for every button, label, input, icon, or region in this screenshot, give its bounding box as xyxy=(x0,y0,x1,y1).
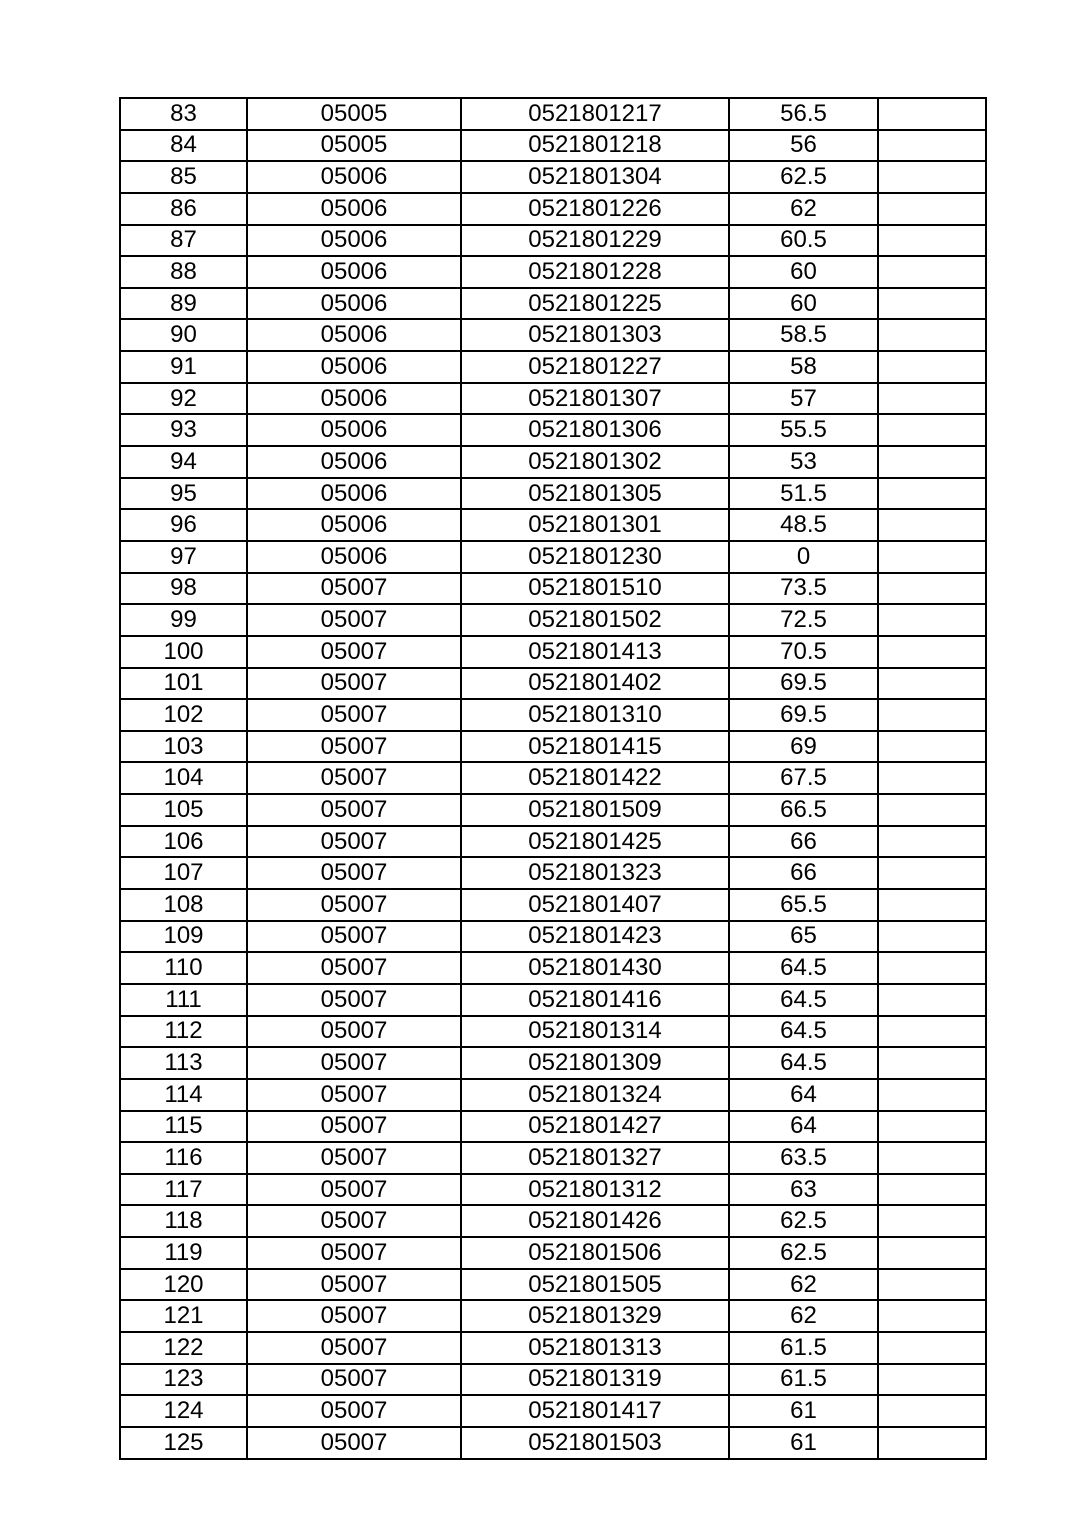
cell-score: 64.5 xyxy=(729,984,878,1016)
cell-row-number: 84 xyxy=(120,130,247,162)
table-row xyxy=(120,256,986,288)
cell-site-code: 05006 xyxy=(247,509,461,541)
cell-candidate-id: 0521801302 xyxy=(461,446,729,478)
score-table-body xyxy=(120,98,986,1459)
cell-site-code: 05006 xyxy=(247,351,461,383)
cell-score: 73.5 xyxy=(729,573,878,605)
table-row xyxy=(120,1395,986,1427)
cell-site-code: 05007 xyxy=(247,731,461,763)
cell-score: 60 xyxy=(729,256,878,288)
cell-row-number: 104 xyxy=(120,762,247,794)
cell-site-code: 05006 xyxy=(247,256,461,288)
cell-site-code: 05007 xyxy=(247,1269,461,1301)
cell-candidate-id: 0521801329 xyxy=(461,1300,729,1332)
table-row xyxy=(120,478,986,510)
cell-site-code: 05005 xyxy=(247,130,461,162)
cell-candidate-id: 0521801309 xyxy=(461,1047,729,1079)
cell-score: 61.5 xyxy=(729,1332,878,1364)
cell-site-code: 05006 xyxy=(247,225,461,257)
cell-score: 61 xyxy=(729,1395,878,1427)
cell-site-code: 05007 xyxy=(247,1016,461,1048)
cell-score: 65 xyxy=(729,921,878,953)
cell-score: 56.5 xyxy=(729,98,878,130)
cell-row-number: 112 xyxy=(120,1016,247,1048)
cell-candidate-id: 0521801506 xyxy=(461,1237,729,1269)
table-row xyxy=(120,414,986,446)
cell-candidate-id: 0521801430 xyxy=(461,952,729,984)
cell-candidate-id: 0521801510 xyxy=(461,573,729,605)
cell-row-number: 119 xyxy=(120,1237,247,1269)
table-row xyxy=(120,857,986,889)
cell-row-number: 89 xyxy=(120,288,247,320)
cell-row-number: 92 xyxy=(120,383,247,415)
cell-row-number: 88 xyxy=(120,256,247,288)
cell-score: 61 xyxy=(729,1427,878,1459)
table-row xyxy=(120,1237,986,1269)
cell-row-number: 106 xyxy=(120,826,247,858)
cell-note xyxy=(878,256,986,288)
cell-row-number: 90 xyxy=(120,319,247,351)
cell-site-code: 05006 xyxy=(247,446,461,478)
table-row xyxy=(120,984,986,1016)
cell-note xyxy=(878,1300,986,1332)
cell-row-number: 110 xyxy=(120,952,247,984)
cell-row-number: 95 xyxy=(120,478,247,510)
cell-row-number: 87 xyxy=(120,225,247,257)
table-row xyxy=(120,130,986,162)
cell-site-code: 05007 xyxy=(247,668,461,700)
table-row xyxy=(120,1269,986,1301)
cell-note xyxy=(878,794,986,826)
cell-row-number: 83 xyxy=(120,98,247,130)
cell-site-code: 05006 xyxy=(247,193,461,225)
table-row xyxy=(120,446,986,478)
cell-score: 62.5 xyxy=(729,1237,878,1269)
cell-site-code: 05005 xyxy=(247,98,461,130)
cell-score: 69.5 xyxy=(729,699,878,731)
cell-note xyxy=(878,1332,986,1364)
cell-candidate-id: 0521801225 xyxy=(461,288,729,320)
cell-candidate-id: 0521801227 xyxy=(461,351,729,383)
cell-note xyxy=(878,319,986,351)
cell-site-code: 05007 xyxy=(247,952,461,984)
table-row xyxy=(120,351,986,383)
cell-candidate-id: 0521801305 xyxy=(461,478,729,510)
cell-candidate-id: 0521801313 xyxy=(461,1332,729,1364)
cell-score: 69.5 xyxy=(729,668,878,700)
cell-site-code: 05007 xyxy=(247,984,461,1016)
cell-note xyxy=(878,1364,986,1396)
cell-candidate-id: 0521801407 xyxy=(461,889,729,921)
cell-candidate-id: 0521801415 xyxy=(461,731,729,763)
table-row xyxy=(120,1016,986,1048)
cell-row-number: 122 xyxy=(120,1332,247,1364)
cell-score: 64.5 xyxy=(729,1047,878,1079)
cell-score: 64 xyxy=(729,1079,878,1111)
cell-candidate-id: 0521801423 xyxy=(461,921,729,953)
table-row xyxy=(120,509,986,541)
cell-candidate-id: 0521801323 xyxy=(461,857,729,889)
table-row xyxy=(120,1174,986,1206)
cell-note xyxy=(878,952,986,984)
cell-note xyxy=(878,130,986,162)
cell-score: 0 xyxy=(729,541,878,573)
table-row xyxy=(120,921,986,953)
cell-note xyxy=(878,636,986,668)
cell-note xyxy=(878,857,986,889)
cell-row-number: 121 xyxy=(120,1300,247,1332)
cell-row-number: 103 xyxy=(120,731,247,763)
cell-candidate-id: 0521801319 xyxy=(461,1364,729,1396)
cell-score: 55.5 xyxy=(729,414,878,446)
cell-note xyxy=(878,351,986,383)
cell-site-code: 05007 xyxy=(247,573,461,605)
table-row xyxy=(120,161,986,193)
cell-row-number: 114 xyxy=(120,1079,247,1111)
score-table xyxy=(119,97,987,1460)
cell-score: 62 xyxy=(729,1269,878,1301)
table-row xyxy=(120,699,986,731)
cell-score: 61.5 xyxy=(729,1364,878,1396)
cell-note xyxy=(878,509,986,541)
cell-candidate-id: 0521801426 xyxy=(461,1205,729,1237)
cell-note xyxy=(878,1427,986,1459)
cell-site-code: 05007 xyxy=(247,1142,461,1174)
cell-score: 62 xyxy=(729,1300,878,1332)
cell-site-code: 05007 xyxy=(247,1364,461,1396)
cell-row-number: 109 xyxy=(120,921,247,953)
table-row xyxy=(120,668,986,700)
cell-candidate-id: 0521801502 xyxy=(461,604,729,636)
cell-candidate-id: 0521801307 xyxy=(461,383,729,415)
table-row xyxy=(120,1332,986,1364)
cell-site-code: 05006 xyxy=(247,383,461,415)
table-row xyxy=(120,225,986,257)
cell-candidate-id: 0521801226 xyxy=(461,193,729,225)
cell-site-code: 05006 xyxy=(247,414,461,446)
table-row xyxy=(120,1142,986,1174)
cell-score: 64.5 xyxy=(729,952,878,984)
cell-note xyxy=(878,1016,986,1048)
table-row xyxy=(120,794,986,826)
table-row xyxy=(120,1205,986,1237)
cell-site-code: 05007 xyxy=(247,1174,461,1206)
cell-score: 62 xyxy=(729,193,878,225)
cell-score: 60 xyxy=(729,288,878,320)
cell-score: 66 xyxy=(729,826,878,858)
cell-note xyxy=(878,478,986,510)
cell-note xyxy=(878,1237,986,1269)
cell-note xyxy=(878,288,986,320)
cell-row-number: 102 xyxy=(120,699,247,731)
cell-candidate-id: 0521801217 xyxy=(461,98,729,130)
cell-candidate-id: 0521801312 xyxy=(461,1174,729,1206)
cell-site-code: 05006 xyxy=(247,319,461,351)
cell-note xyxy=(878,1174,986,1206)
cell-candidate-id: 0521801505 xyxy=(461,1269,729,1301)
cell-candidate-id: 0521801230 xyxy=(461,541,729,573)
cell-note xyxy=(878,762,986,794)
cell-note xyxy=(878,1205,986,1237)
cell-row-number: 108 xyxy=(120,889,247,921)
cell-score: 63.5 xyxy=(729,1142,878,1174)
cell-note xyxy=(878,1111,986,1143)
cell-site-code: 05006 xyxy=(247,478,461,510)
cell-row-number: 115 xyxy=(120,1111,247,1143)
cell-candidate-id: 0521801229 xyxy=(461,225,729,257)
cell-candidate-id: 0521801417 xyxy=(461,1395,729,1427)
cell-score: 64 xyxy=(729,1111,878,1143)
cell-row-number: 111 xyxy=(120,984,247,1016)
cell-row-number: 99 xyxy=(120,604,247,636)
cell-candidate-id: 0521801218 xyxy=(461,130,729,162)
cell-score: 63 xyxy=(729,1174,878,1206)
cell-site-code: 05007 xyxy=(247,762,461,794)
cell-note xyxy=(878,668,986,700)
cell-note xyxy=(878,1142,986,1174)
cell-score: 56 xyxy=(729,130,878,162)
cell-candidate-id: 0521801503 xyxy=(461,1427,729,1459)
table-row xyxy=(120,1111,986,1143)
table-row xyxy=(120,1300,986,1332)
table-row xyxy=(120,826,986,858)
table-row xyxy=(120,636,986,668)
cell-site-code: 05007 xyxy=(247,794,461,826)
cell-row-number: 96 xyxy=(120,509,247,541)
cell-site-code: 05007 xyxy=(247,636,461,668)
cell-note xyxy=(878,383,986,415)
cell-note xyxy=(878,225,986,257)
cell-note xyxy=(878,98,986,130)
cell-row-number: 86 xyxy=(120,193,247,225)
table-row xyxy=(120,1427,986,1459)
cell-site-code: 05007 xyxy=(247,1237,461,1269)
table-row xyxy=(120,1079,986,1111)
cell-site-code: 05007 xyxy=(247,889,461,921)
cell-site-code: 05007 xyxy=(247,1079,461,1111)
cell-note xyxy=(878,414,986,446)
cell-row-number: 100 xyxy=(120,636,247,668)
cell-candidate-id: 0521801306 xyxy=(461,414,729,446)
cell-site-code: 05007 xyxy=(247,826,461,858)
cell-candidate-id: 0521801425 xyxy=(461,826,729,858)
cell-row-number: 116 xyxy=(120,1142,247,1174)
cell-score: 66 xyxy=(729,857,878,889)
cell-candidate-id: 0521801327 xyxy=(461,1142,729,1174)
cell-candidate-id: 0521801509 xyxy=(461,794,729,826)
cell-site-code: 05006 xyxy=(247,288,461,320)
cell-site-code: 05007 xyxy=(247,921,461,953)
cell-score: 67.5 xyxy=(729,762,878,794)
cell-site-code: 05007 xyxy=(247,604,461,636)
table-row xyxy=(120,1364,986,1396)
cell-note xyxy=(878,889,986,921)
cell-site-code: 05007 xyxy=(247,1395,461,1427)
cell-note xyxy=(878,731,986,763)
cell-candidate-id: 0521801402 xyxy=(461,668,729,700)
cell-row-number: 124 xyxy=(120,1395,247,1427)
table-row xyxy=(120,952,986,984)
cell-site-code: 05007 xyxy=(247,699,461,731)
cell-candidate-id: 0521801324 xyxy=(461,1079,729,1111)
cell-row-number: 93 xyxy=(120,414,247,446)
table-row xyxy=(120,541,986,573)
cell-site-code: 05006 xyxy=(247,541,461,573)
cell-score: 53 xyxy=(729,446,878,478)
cell-site-code: 05007 xyxy=(247,1111,461,1143)
cell-score: 58.5 xyxy=(729,319,878,351)
cell-note xyxy=(878,1395,986,1427)
cell-score: 62.5 xyxy=(729,161,878,193)
cell-row-number: 91 xyxy=(120,351,247,383)
table-row xyxy=(120,573,986,605)
cell-note xyxy=(878,161,986,193)
cell-site-code: 05007 xyxy=(247,1427,461,1459)
cell-candidate-id: 0521801416 xyxy=(461,984,729,1016)
cell-note xyxy=(878,921,986,953)
table-row xyxy=(120,731,986,763)
cell-row-number: 117 xyxy=(120,1174,247,1206)
cell-candidate-id: 0521801228 xyxy=(461,256,729,288)
cell-score: 57 xyxy=(729,383,878,415)
cell-site-code: 05007 xyxy=(247,1047,461,1079)
cell-row-number: 120 xyxy=(120,1269,247,1301)
cell-row-number: 98 xyxy=(120,573,247,605)
cell-note xyxy=(878,1047,986,1079)
cell-score: 60.5 xyxy=(729,225,878,257)
table-row xyxy=(120,288,986,320)
cell-site-code: 05007 xyxy=(247,1332,461,1364)
cell-candidate-id: 0521801301 xyxy=(461,509,729,541)
cell-candidate-id: 0521801413 xyxy=(461,636,729,668)
table-row xyxy=(120,193,986,225)
cell-score: 66.5 xyxy=(729,794,878,826)
cell-row-number: 125 xyxy=(120,1427,247,1459)
cell-row-number: 85 xyxy=(120,161,247,193)
cell-candidate-id: 0521801303 xyxy=(461,319,729,351)
cell-note xyxy=(878,699,986,731)
cell-note xyxy=(878,1079,986,1111)
cell-note xyxy=(878,573,986,605)
cell-row-number: 94 xyxy=(120,446,247,478)
cell-score: 69 xyxy=(729,731,878,763)
cell-note xyxy=(878,1269,986,1301)
cell-row-number: 113 xyxy=(120,1047,247,1079)
cell-row-number: 97 xyxy=(120,541,247,573)
cell-row-number: 118 xyxy=(120,1205,247,1237)
cell-candidate-id: 0521801310 xyxy=(461,699,729,731)
table-row xyxy=(120,604,986,636)
cell-score: 58 xyxy=(729,351,878,383)
cell-score: 65.5 xyxy=(729,889,878,921)
table-row xyxy=(120,98,986,130)
cell-note xyxy=(878,604,986,636)
cell-note xyxy=(878,541,986,573)
cell-score: 62.5 xyxy=(729,1205,878,1237)
cell-score: 64.5 xyxy=(729,1016,878,1048)
cell-candidate-id: 0521801304 xyxy=(461,161,729,193)
cell-candidate-id: 0521801427 xyxy=(461,1111,729,1143)
table-row xyxy=(120,889,986,921)
table-row xyxy=(120,319,986,351)
cell-row-number: 107 xyxy=(120,857,247,889)
cell-note xyxy=(878,984,986,1016)
cell-row-number: 105 xyxy=(120,794,247,826)
cell-row-number: 123 xyxy=(120,1364,247,1396)
cell-site-code: 05007 xyxy=(247,1205,461,1237)
cell-score: 48.5 xyxy=(729,509,878,541)
cell-score: 72.5 xyxy=(729,604,878,636)
cell-note xyxy=(878,826,986,858)
cell-row-number: 101 xyxy=(120,668,247,700)
cell-site-code: 05007 xyxy=(247,857,461,889)
table-row xyxy=(120,383,986,415)
cell-score: 70.5 xyxy=(729,636,878,668)
cell-site-code: 05006 xyxy=(247,161,461,193)
cell-score: 51.5 xyxy=(729,478,878,510)
cell-candidate-id: 0521801314 xyxy=(461,1016,729,1048)
table-row xyxy=(120,762,986,794)
cell-candidate-id: 0521801422 xyxy=(461,762,729,794)
cell-site-code: 05007 xyxy=(247,1300,461,1332)
table-row xyxy=(120,1047,986,1079)
cell-note xyxy=(878,193,986,225)
cell-note xyxy=(878,446,986,478)
